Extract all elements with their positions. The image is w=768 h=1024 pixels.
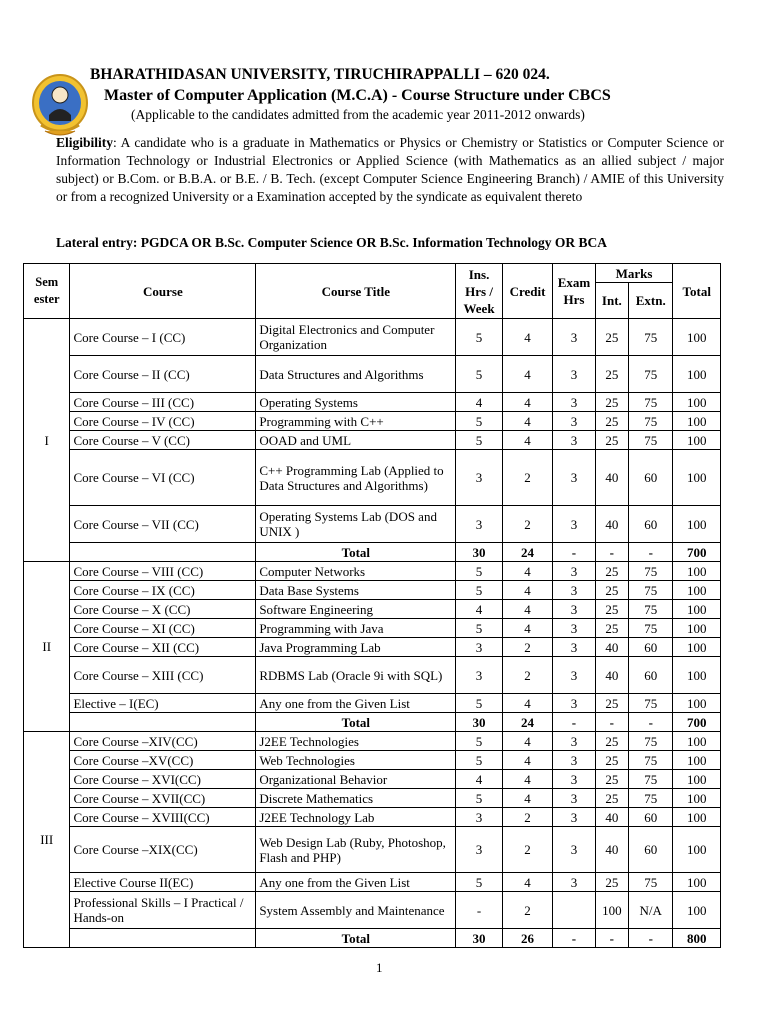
int-cell: 25	[595, 319, 628, 356]
credit-cell: 4	[502, 770, 553, 789]
course-cell: Core Course –XV(CC)	[70, 751, 256, 770]
exam-cell	[553, 892, 595, 929]
header-hours: Ins. Hrs / Week	[456, 264, 502, 319]
hrs-cell: 3	[456, 657, 502, 694]
total-cell: 100	[673, 393, 721, 412]
hrs-cell: 3	[456, 450, 502, 506]
course-title-cell: Operating Systems	[256, 393, 456, 412]
ext-cell: 60	[629, 506, 673, 543]
credit-cell: 2	[502, 638, 553, 657]
total-cell: 100	[673, 657, 721, 694]
exam-cell: 3	[553, 873, 595, 892]
hrs-cell: 3	[456, 808, 502, 827]
table-row	[24, 393, 721, 412]
total-cell: 100	[673, 431, 721, 450]
exam-cell: 3	[553, 356, 595, 393]
course-title-cell: Operating Systems Lab (DOS and UNIX )	[256, 506, 456, 543]
header-external: Extn.	[629, 283, 673, 319]
credit-cell: 4	[502, 873, 553, 892]
exam-cell: 3	[553, 619, 595, 638]
empty-cell	[70, 543, 256, 562]
total-cell: 100	[673, 412, 721, 431]
exam-cell: 3	[553, 581, 595, 600]
total-cell: 100	[673, 789, 721, 808]
int-cell: 40	[595, 827, 628, 873]
hrs-cell: 5	[456, 562, 502, 581]
applicability-note: (Applicable to the candidates admitted from the academic year 2011-2012 onwards)	[131, 107, 585, 122]
table-row	[24, 694, 721, 713]
table-row	[24, 562, 721, 581]
credit-cell: 4	[502, 393, 553, 412]
exam-cell: 3	[553, 319, 595, 356]
int-cell: 25	[595, 770, 628, 789]
hrs-cell: 4	[456, 770, 502, 789]
table-row	[24, 808, 721, 827]
ext-cell: 60	[629, 808, 673, 827]
total-cell: 100	[673, 638, 721, 657]
int-cell: 40	[595, 506, 628, 543]
int-cell: 25	[595, 873, 628, 892]
credit-cell: 2	[502, 892, 553, 929]
course-cell: Elective Course II(EC)	[70, 873, 256, 892]
total-hrs-cell: 30	[456, 929, 502, 948]
exam-cell: 3	[553, 789, 595, 808]
exam-cell: 3	[553, 827, 595, 873]
credit-cell: 4	[502, 412, 553, 431]
credit-cell: 4	[502, 619, 553, 638]
course-title-cell: Any one from the Given List	[256, 694, 456, 713]
credit-cell: 4	[502, 694, 553, 713]
semester-label: I	[24, 319, 70, 562]
course-cell: Core Course – VI (CC)	[70, 450, 256, 506]
hrs-cell: -	[456, 892, 502, 929]
int-cell: 25	[595, 789, 628, 808]
total-ext-cell: -	[629, 929, 673, 948]
ext-cell: 75	[629, 412, 673, 431]
empty-cell	[70, 929, 256, 948]
course-title-cell: Web Design Lab (Ruby, Photoshop, Flash and PHP)	[256, 827, 456, 873]
course-cell: Core Course – XVIII(CC)	[70, 808, 256, 827]
int-cell: 40	[595, 450, 628, 506]
int-cell: 40	[595, 638, 628, 657]
total-cell: 100	[673, 356, 721, 393]
total-hrs-cell: 30	[456, 713, 502, 732]
credit-cell: 4	[502, 581, 553, 600]
ext-cell: 60	[629, 657, 673, 694]
table-row	[24, 638, 721, 657]
ext-cell: N/A	[629, 892, 673, 929]
header-course-title: Course Title	[256, 264, 456, 319]
total-exam-cell: -	[553, 713, 595, 732]
total-ext-cell: -	[629, 713, 673, 732]
course-title-cell: Organizational Behavior	[256, 770, 456, 789]
table-row	[24, 657, 721, 694]
table-row	[24, 600, 721, 619]
table-row	[24, 450, 721, 506]
total-cell: 100	[673, 506, 721, 543]
course-cell: Professional Skills – I Practical / Hands-on	[70, 892, 256, 929]
hrs-cell: 5	[456, 619, 502, 638]
university-seal-logo	[31, 73, 89, 139]
table-row	[24, 770, 721, 789]
course-cell: Core Course – I (CC)	[70, 319, 256, 356]
course-title-cell: J2EE Technologies	[256, 732, 456, 751]
course-title-cell: J2EE Technology Lab	[256, 808, 456, 827]
exam-cell: 3	[553, 732, 595, 751]
university-title: BHARATHIDASAN UNIVERSITY, TIRUCHIRAPPALLI – 620 024.	[90, 66, 550, 83]
course-title-cell: OOAD and UML	[256, 431, 456, 450]
empty-cell	[70, 713, 256, 732]
table-row	[24, 356, 721, 393]
credit-cell: 4	[502, 319, 553, 356]
total-int-cell: -	[595, 543, 628, 562]
exam-cell: 3	[553, 808, 595, 827]
credit-cell: 4	[502, 732, 553, 751]
total-cell: 100	[673, 873, 721, 892]
exam-cell: 3	[553, 506, 595, 543]
credit-cell: 4	[502, 751, 553, 770]
int-cell: 25	[595, 751, 628, 770]
table-row	[24, 319, 721, 356]
course-title-cell: C++ Programming Lab (Applied to Data Structures and Algorithms)	[256, 450, 456, 506]
total-cell: 100	[673, 751, 721, 770]
exam-cell: 3	[553, 638, 595, 657]
credit-cell: 4	[502, 600, 553, 619]
ext-cell: 75	[629, 581, 673, 600]
total-row	[24, 929, 721, 948]
course-cell: Core Course – XVI(CC)	[70, 770, 256, 789]
ext-cell: 75	[629, 732, 673, 751]
header-marks: Marks	[595, 264, 673, 283]
total-credit-cell: 24	[502, 543, 553, 562]
int-cell: 25	[595, 581, 628, 600]
total-cell: 100	[673, 694, 721, 713]
table-row	[24, 873, 721, 892]
exam-cell: 3	[553, 393, 595, 412]
header-internal: Int.	[595, 283, 628, 319]
course-cell: Core Course –XIV(CC)	[70, 732, 256, 751]
page-number: 1	[376, 960, 383, 975]
ext-cell: 75	[629, 356, 673, 393]
total-cell: 100	[673, 732, 721, 751]
total-hrs-cell: 30	[456, 543, 502, 562]
total-row	[24, 543, 721, 562]
exam-cell: 3	[553, 770, 595, 789]
credit-cell: 4	[502, 431, 553, 450]
total-cell: 100	[673, 808, 721, 827]
int-cell: 25	[595, 562, 628, 581]
hrs-cell: 3	[456, 827, 502, 873]
course-cell: Core Course – IV (CC)	[70, 412, 256, 431]
total-label: Total	[256, 543, 456, 562]
exam-cell: 3	[553, 431, 595, 450]
ext-cell: 75	[629, 431, 673, 450]
course-cell: Core Course – XII (CC)	[70, 638, 256, 657]
total-label: Total	[256, 929, 456, 948]
ext-cell: 60	[629, 450, 673, 506]
table-row	[24, 619, 721, 638]
hrs-cell: 3	[456, 506, 502, 543]
header-course: Course	[70, 264, 256, 319]
course-title-cell: Any one from the Given List	[256, 873, 456, 892]
course-title-cell: Discrete Mathematics	[256, 789, 456, 808]
hrs-cell: 5	[456, 356, 502, 393]
hrs-cell: 3	[456, 638, 502, 657]
credit-cell: 4	[502, 789, 553, 808]
course-structure-table	[23, 263, 721, 948]
hrs-cell: 5	[456, 751, 502, 770]
total-label: Total	[256, 713, 456, 732]
exam-cell: 3	[553, 600, 595, 619]
hrs-cell: 5	[456, 873, 502, 892]
total-cell: 100	[673, 319, 721, 356]
course-cell: Core Course – XVII(CC)	[70, 789, 256, 808]
total-cell: 100	[673, 619, 721, 638]
exam-cell: 3	[553, 412, 595, 431]
lateral-entry: Lateral entry: PGDCA OR B.Sc. Computer Science OR B.Sc. Information Technology OR BCA	[56, 235, 607, 250]
hrs-cell: 5	[456, 581, 502, 600]
total-cell: 100	[673, 581, 721, 600]
int-cell: 25	[595, 694, 628, 713]
hrs-cell: 5	[456, 789, 502, 808]
course-cell: Core Course – X (CC)	[70, 600, 256, 619]
course-cell: Core Course –XIX(CC)	[70, 827, 256, 873]
course-title-cell: System Assembly and Maintenance	[256, 892, 456, 929]
hrs-cell: 4	[456, 600, 502, 619]
course-title-cell: Data Structures and Algorithms	[256, 356, 456, 393]
course-title-cell: Computer Networks	[256, 562, 456, 581]
total-ext-cell: -	[629, 543, 673, 562]
hrs-cell: 5	[456, 694, 502, 713]
ext-cell: 75	[629, 562, 673, 581]
course-title-cell: RDBMS Lab (Oracle 9i with SQL)	[256, 657, 456, 694]
int-cell: 25	[595, 412, 628, 431]
total-total-cell: 700	[673, 713, 721, 732]
table-body	[24, 319, 721, 948]
header-exam-hours: Exam Hrs	[553, 264, 595, 319]
table-row	[24, 827, 721, 873]
total-int-cell: -	[595, 929, 628, 948]
eligibility-label: Eligibility	[56, 135, 114, 150]
total-credit-cell: 24	[502, 713, 553, 732]
table-row	[24, 412, 721, 431]
ext-cell: 75	[629, 751, 673, 770]
course-title-cell: Data Base Systems	[256, 581, 456, 600]
credit-cell: 2	[502, 808, 553, 827]
int-cell: 25	[595, 732, 628, 751]
total-total-cell: 700	[673, 543, 721, 562]
ext-cell: 60	[629, 638, 673, 657]
course-cell: Core Course – IX (CC)	[70, 581, 256, 600]
total-credit-cell: 26	[502, 929, 553, 948]
course-cell: Core Course – VIII (CC)	[70, 562, 256, 581]
total-cell: 100	[673, 892, 721, 929]
course-cell: Core Course – II (CC)	[70, 356, 256, 393]
eligibility-paragraph	[56, 134, 724, 206]
total-cell: 100	[673, 827, 721, 873]
credit-cell: 4	[502, 562, 553, 581]
exam-cell: 3	[553, 562, 595, 581]
hrs-cell: 4	[456, 393, 502, 412]
credit-cell: 4	[502, 356, 553, 393]
total-cell: 100	[673, 770, 721, 789]
int-cell: 25	[595, 431, 628, 450]
course-cell: Core Course – XI (CC)	[70, 619, 256, 638]
int-cell: 25	[595, 393, 628, 412]
ext-cell: 60	[629, 827, 673, 873]
total-row	[24, 713, 721, 732]
hrs-cell: 5	[456, 319, 502, 356]
credit-cell: 2	[502, 827, 553, 873]
int-cell: 40	[595, 657, 628, 694]
header-semester: Sem ester	[24, 264, 70, 319]
total-cell: 100	[673, 562, 721, 581]
total-cell: 100	[673, 450, 721, 506]
ext-cell: 75	[629, 619, 673, 638]
ext-cell: 75	[629, 873, 673, 892]
credit-cell: 2	[502, 506, 553, 543]
exam-cell: 3	[553, 694, 595, 713]
hrs-cell: 5	[456, 412, 502, 431]
total-cell: 100	[673, 600, 721, 619]
program-title: Master of Computer Application (M.C.A) - Course Structure under CBCS	[104, 87, 611, 104]
table-row	[24, 892, 721, 929]
hrs-cell: 5	[456, 732, 502, 751]
credit-cell: 2	[502, 657, 553, 694]
int-cell: 25	[595, 356, 628, 393]
course-cell: Core Course – VII (CC)	[70, 506, 256, 543]
int-cell: 100	[595, 892, 628, 929]
total-exam-cell: -	[553, 543, 595, 562]
course-title-cell: Programming with Java	[256, 619, 456, 638]
table-row	[24, 431, 721, 450]
ext-cell: 75	[629, 393, 673, 412]
course-cell: Core Course – III (CC)	[70, 393, 256, 412]
int-cell: 40	[595, 808, 628, 827]
int-cell: 25	[595, 600, 628, 619]
hrs-cell: 5	[456, 431, 502, 450]
course-cell: Core Course – XIII (CC)	[70, 657, 256, 694]
course-title-cell: Digital Electronics and Computer Organization	[256, 319, 456, 356]
course-title-cell: Web Technologies	[256, 751, 456, 770]
int-cell: 25	[595, 619, 628, 638]
course-title-cell: Software Engineering	[256, 600, 456, 619]
ext-cell: 75	[629, 319, 673, 356]
credit-cell: 2	[502, 450, 553, 506]
ext-cell: 75	[629, 770, 673, 789]
table-row	[24, 581, 721, 600]
table-row	[24, 506, 721, 543]
ext-cell: 75	[629, 789, 673, 808]
eligibility-text: : A candidate who is a graduate in Mathematics or Physics or Chemistry or Statistics or Computer Science or Information Technology or Industrial Electronics or Applied Science (with Mathematics as an allied subject / major subject) or B.Com. or B.B.A. or B.E. / B. Tech. (except Computer Science Engineering Branch) / AMIE of this University or from a recognized University or a Examination accepted by the syndicate as equivalent thereto	[56, 135, 724, 204]
header-credit: Credit	[502, 264, 553, 319]
total-int-cell: -	[595, 713, 628, 732]
course-cell: Core Course – V (CC)	[70, 431, 256, 450]
table-row	[24, 732, 721, 751]
exam-cell: 3	[553, 751, 595, 770]
semester-label: II	[24, 562, 70, 732]
course-title-cell: Java Programming Lab	[256, 638, 456, 657]
semester-label: III	[24, 732, 70, 948]
total-exam-cell: -	[553, 929, 595, 948]
exam-cell: 3	[553, 450, 595, 506]
total-total-cell: 800	[673, 929, 721, 948]
header-total: Total	[673, 264, 721, 319]
table-row	[24, 789, 721, 808]
ext-cell: 75	[629, 694, 673, 713]
course-title-cell: Programming with C++	[256, 412, 456, 431]
exam-cell: 3	[553, 657, 595, 694]
course-cell: Elective – I(EC)	[70, 694, 256, 713]
table-row	[24, 751, 721, 770]
ext-cell: 75	[629, 600, 673, 619]
